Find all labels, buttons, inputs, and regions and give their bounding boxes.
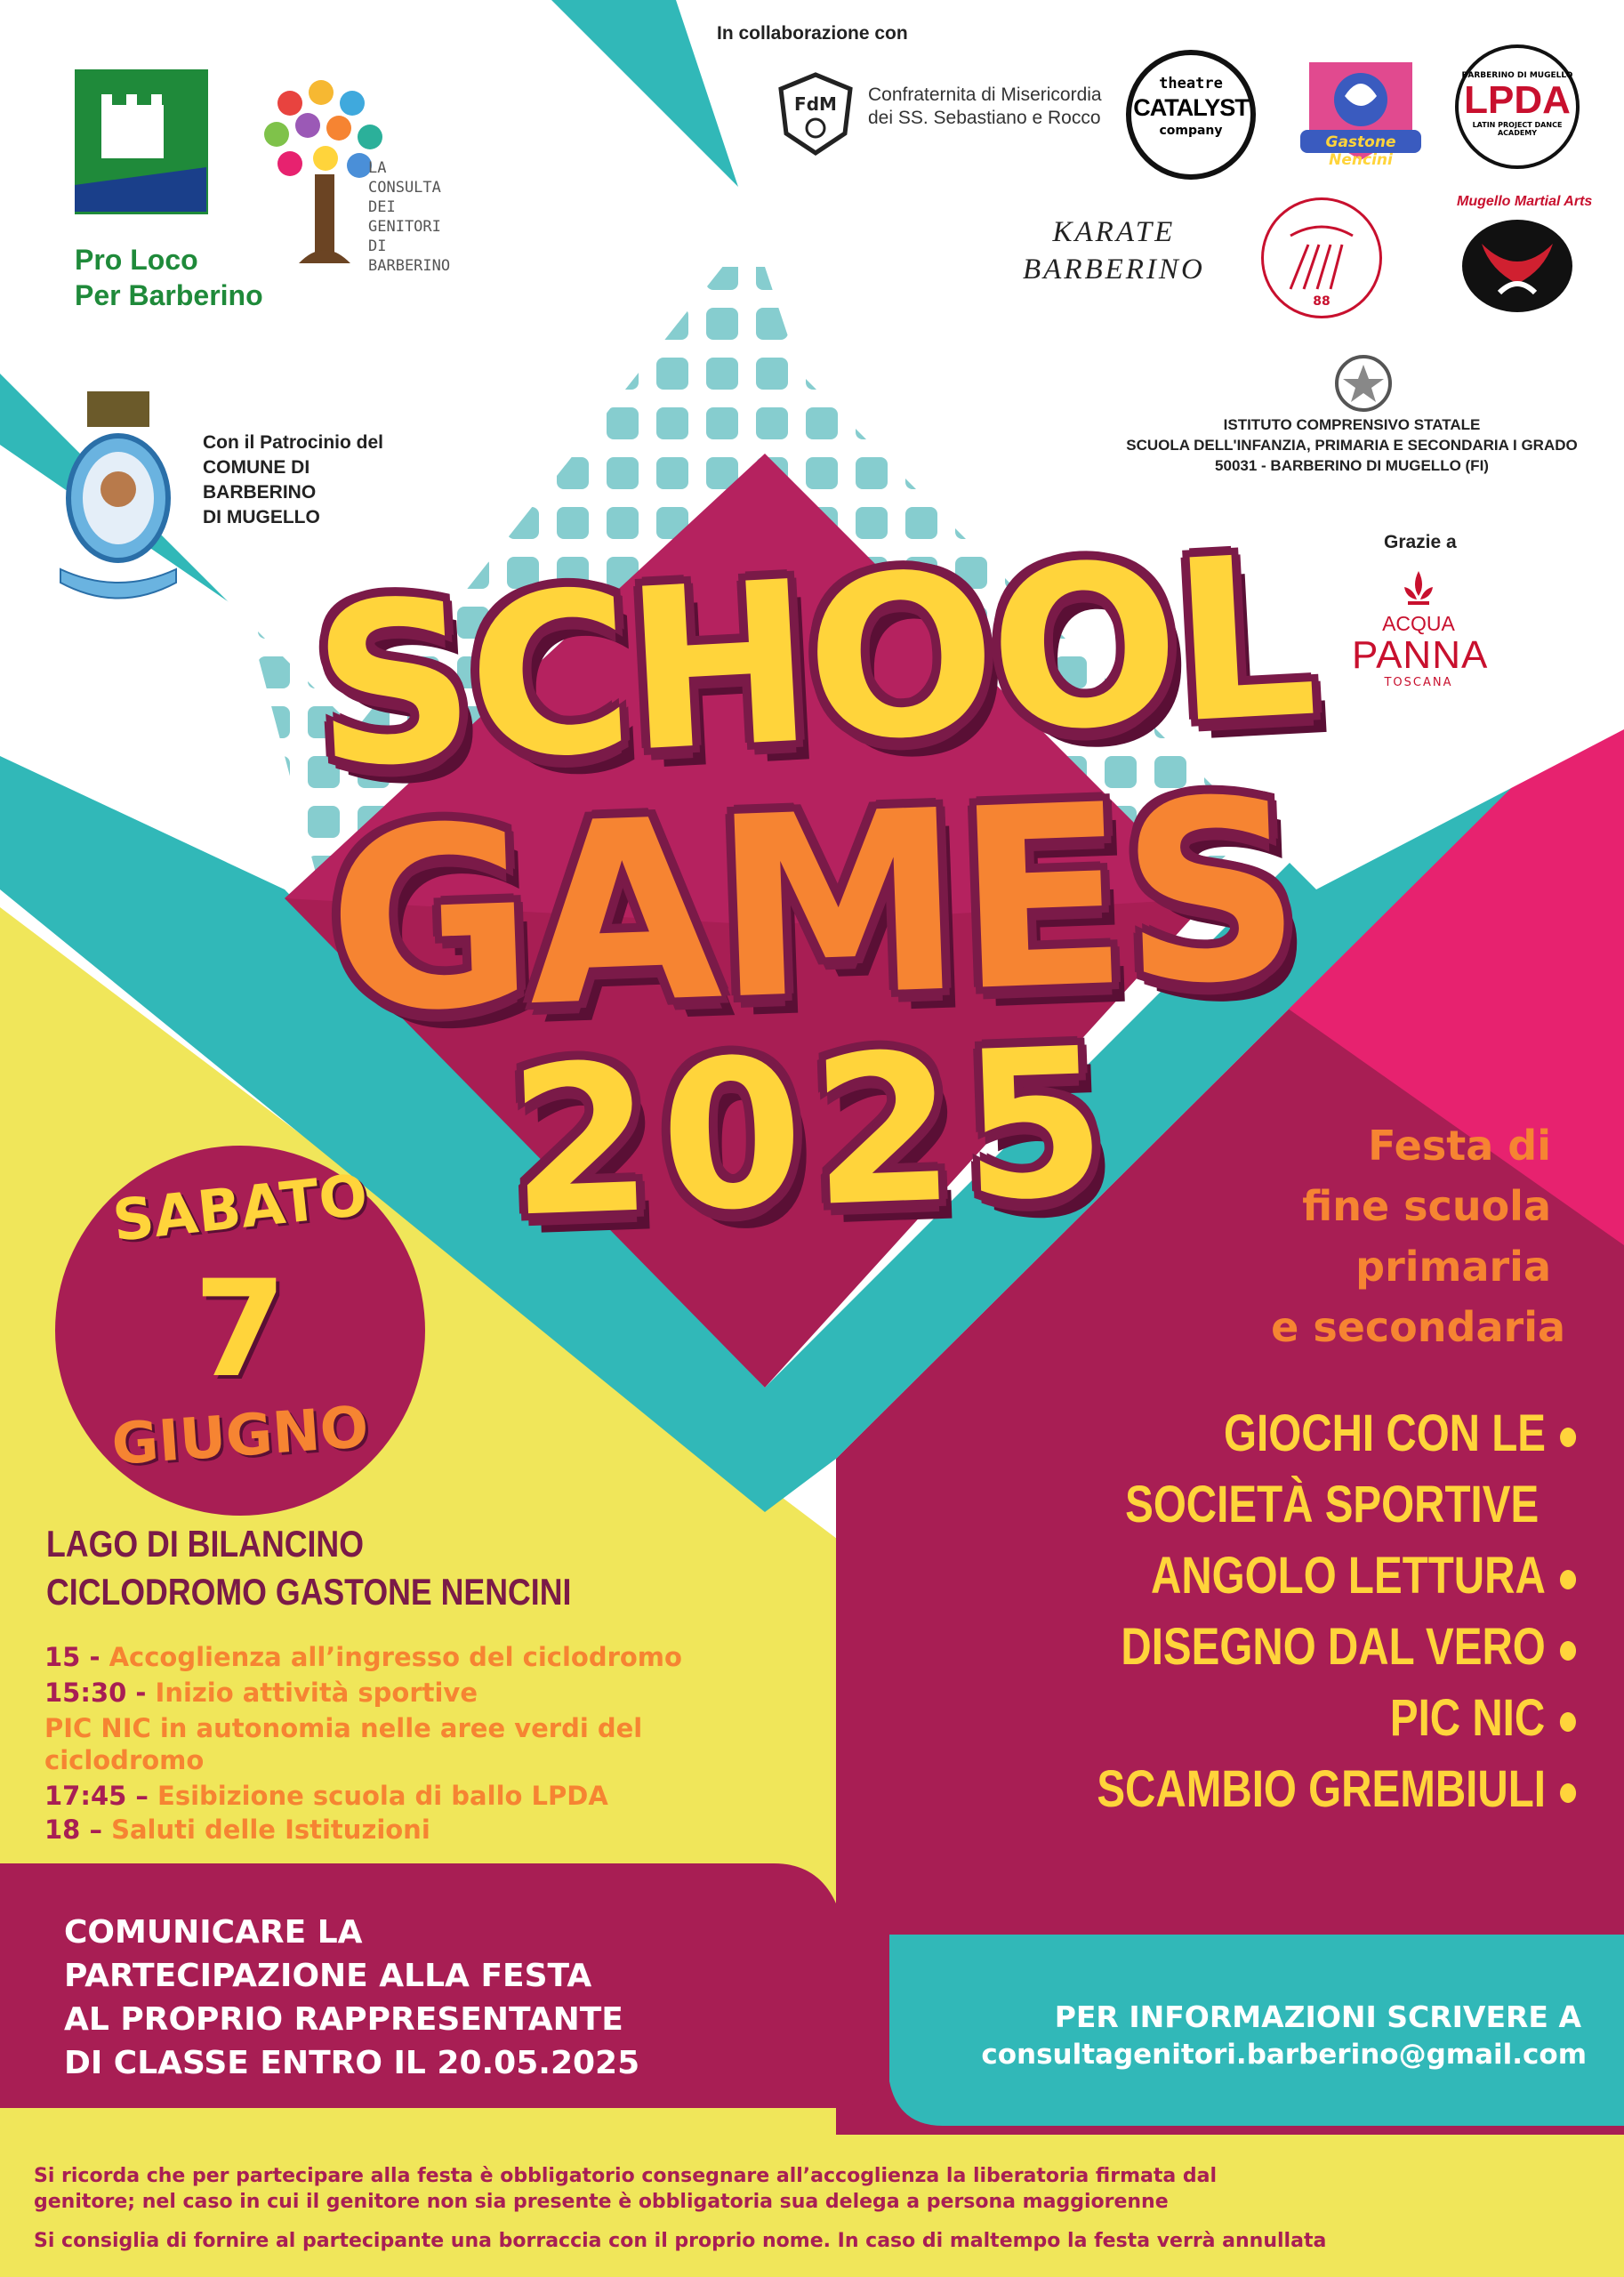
festa-line: e secondaria: [1271, 1303, 1565, 1351]
catalyst-main: CATALYST: [1133, 94, 1249, 121]
activity-label: GIOCHI CON LE: [1223, 1404, 1546, 1462]
panna-line3: TOSCANA: [1384, 676, 1453, 689]
catalyst-bottom: company: [1159, 124, 1223, 138]
schedule-item: [44, 1814, 430, 1845]
consulta-line: GENITORI: [368, 218, 441, 236]
bullet-icon: [1560, 1428, 1576, 1447]
svg-text:FdM: FdM: [794, 93, 837, 115]
proloco-line2: Per Barberino: [75, 279, 263, 311]
date-day: 7: [193, 1252, 287, 1407]
bullet-icon: [1560, 1712, 1576, 1732]
schedule-text: Saluti delle Istituzioni: [111, 1814, 430, 1845]
proloco-logo: [75, 69, 208, 221]
schedule-text: ciclodromo: [44, 1745, 205, 1775]
proloco-line1: Pro Loco: [75, 244, 198, 276]
istituto-line2: SCUOLA DELL'INFANZIA, PRIMARIA E SECONDARIA I GRADO: [1126, 437, 1578, 454]
lpda-logo: [1455, 44, 1580, 169]
footer-note-line1: Si ricorda che per partecipare alla festa è obbligatorio consegnare all’accoglienza la liberatoria firmata dal: [34, 2165, 1218, 2187]
activity-item: [1224, 1404, 1576, 1463]
schedule-time: 17:45 –: [44, 1781, 158, 1811]
grazie-label: Grazie a: [1384, 532, 1457, 552]
consulta-text: [368, 158, 450, 276]
activity-item: [1390, 1688, 1576, 1748]
bullet-icon: [1560, 1570, 1576, 1589]
nencini-logo: [1291, 53, 1430, 169]
lpda-bottom: LATIN PROJECT DANCE ACADEMY: [1472, 121, 1563, 137]
proloco-name: [75, 242, 263, 313]
karate-line2: BARBERINO: [1023, 253, 1205, 286]
panna-line2: PANNA: [1352, 633, 1489, 677]
comune-crest-icon: [52, 391, 185, 614]
schedule-text: Esibizione scuola di ballo LPDA: [157, 1781, 608, 1811]
activity-label: ANGOLO LETTURA: [1150, 1547, 1546, 1605]
communicate-line: PARTECIPAZIONE ALLA FESTA: [64, 1958, 592, 1994]
lpda-top: BARBERINO DI MUGELLO: [1461, 71, 1573, 80]
repubblica-emblem: [1332, 352, 1395, 414]
festa-text: [1271, 1115, 1565, 1357]
istituto-line3: 50031 - BARBERINO DI MUGELLO (FI): [1215, 457, 1489, 474]
bullet-icon: [1560, 1641, 1576, 1661]
schedule-text: Accoglienza all’ingresso del ciclodromo: [109, 1642, 682, 1672]
schedule-item: [44, 1781, 608, 1811]
schedule-text: Inizio attività sportive: [155, 1678, 478, 1708]
schedule-item: [44, 1642, 682, 1672]
martial-mask-icon: [1455, 217, 1580, 315]
misericordia-line1: Confraternita di Misericordia: [868, 84, 1102, 105]
karate-logo: [1023, 213, 1205, 288]
patrocinio-text: [203, 430, 383, 530]
location-line1: LAGO DI BILANCINO: [46, 1523, 364, 1565]
cycling-logo: [1261, 197, 1382, 318]
activity-label: SOCIETÀ SPORTIVE: [1124, 1476, 1539, 1533]
patrocinio-line1: Con il Patrocinio del: [203, 432, 384, 453]
patrocinio-line4: DI MUGELLO: [203, 507, 320, 527]
misericordia-logo: [776, 71, 856, 157]
title-school: SCHOOL: [307, 506, 1317, 818]
communicate-text: [64, 1911, 639, 2085]
consulta-line: DEI: [368, 198, 396, 216]
martial-arts-text: Mugello Martial Arts: [1457, 194, 1593, 209]
activity-label: SCAMBIO GREMBIULI: [1096, 1760, 1546, 1818]
activity-item: [1097, 1759, 1576, 1819]
communicate-line: DI CLASSE ENTRO IL 20.05.2025: [64, 2045, 640, 2081]
consulta-line: LA: [368, 159, 387, 177]
schedule-item: [44, 1745, 204, 1775]
info-label: PER INFORMAZIONI SCRIVERE A: [1054, 1999, 1581, 2034]
istituto-line1: ISTITUTO COMPRENSIVO STATALE: [1223, 416, 1481, 433]
comune-crest: [52, 391, 185, 614]
festa-line: primaria: [1355, 1243, 1551, 1291]
nencini-text: Gastone Nencini: [1325, 133, 1396, 169]
title-games: GAMES: [323, 745, 1301, 1069]
schedule-time: 15:30 -: [44, 1678, 156, 1708]
date-day-name: SABATO: [109, 1163, 371, 1255]
panna-line1: ACQUA: [1382, 612, 1455, 635]
communicate-line: AL PROPRIO RAPPRESENTANTE: [64, 2001, 623, 2038]
consulta-line: CONSULTA: [368, 179, 441, 197]
catalyst-logo: [1126, 50, 1256, 180]
footer-note-line2: genitore; nel caso in cui il genitore non sia presente è obbligatoria sua delega a persona maggiorenne: [34, 2191, 1169, 2213]
date-badge: [55, 1146, 425, 1516]
fdm-emblem-icon: [776, 71, 856, 157]
patrocinio-line3: BARBERINO: [203, 482, 317, 503]
schedule-text: PIC NIC in autonomia nelle aree verdi del: [44, 1713, 643, 1743]
communicate-line: COMUNICARE LA: [64, 1914, 363, 1951]
title-year: 2025: [505, 1004, 1119, 1263]
festa-line: Festa di: [1368, 1122, 1551, 1170]
activity-item: [1121, 1617, 1576, 1677]
info-email[interactable]: consultagenitori.barberino@gmail.com: [981, 2039, 1587, 2071]
schedule-time: 18 –: [44, 1814, 112, 1845]
activity-label: PIC NIC: [1390, 1689, 1546, 1747]
cycling-badge-icon: [1264, 200, 1379, 316]
footer-note-line3: Si consiglia di fornire al partecipante una borraccia con il proprio nome. In caso di maltempo la festa verrà annullata: [34, 2230, 1327, 2252]
schedule-time: 15 -: [44, 1642, 109, 1672]
schedule-item: [44, 1713, 642, 1743]
catalyst-top: theatre: [1159, 75, 1223, 93]
activity-item: [1151, 1546, 1576, 1605]
lpda-main: LPDA: [1464, 78, 1571, 122]
schedule-item: [44, 1678, 478, 1708]
activity-label: DISEGNO DAL VERO: [1121, 1618, 1546, 1676]
consulta-logo: [254, 76, 486, 275]
bullet-icon: [1560, 1783, 1576, 1803]
collab-label: In collaborazione con: [717, 23, 908, 44]
location-line2: CICLODROMO GASTONE NENCINI: [46, 1571, 572, 1613]
misericordia-line2: dei SS. Sebastiano e Rocco: [868, 108, 1101, 128]
consulta-line: DI: [368, 237, 387, 255]
activity-item: [1125, 1475, 1539, 1534]
date-month: GIUGNO: [109, 1395, 371, 1478]
istituto-text: [1121, 414, 1583, 476]
patrocinio-line2: COMUNE DI: [203, 457, 310, 478]
martial-arts-logo: [1455, 217, 1580, 315]
repubblica-emblem-icon: [1332, 352, 1395, 414]
misericordia-text: [868, 84, 1102, 130]
tower-flag-icon: [75, 69, 208, 221]
consulta-line: BARBERINO: [368, 257, 451, 275]
karate-line1: KARATE: [1052, 216, 1176, 248]
festa-line: fine scuola: [1302, 1182, 1551, 1230]
svg-text:88: 88: [1313, 294, 1331, 309]
